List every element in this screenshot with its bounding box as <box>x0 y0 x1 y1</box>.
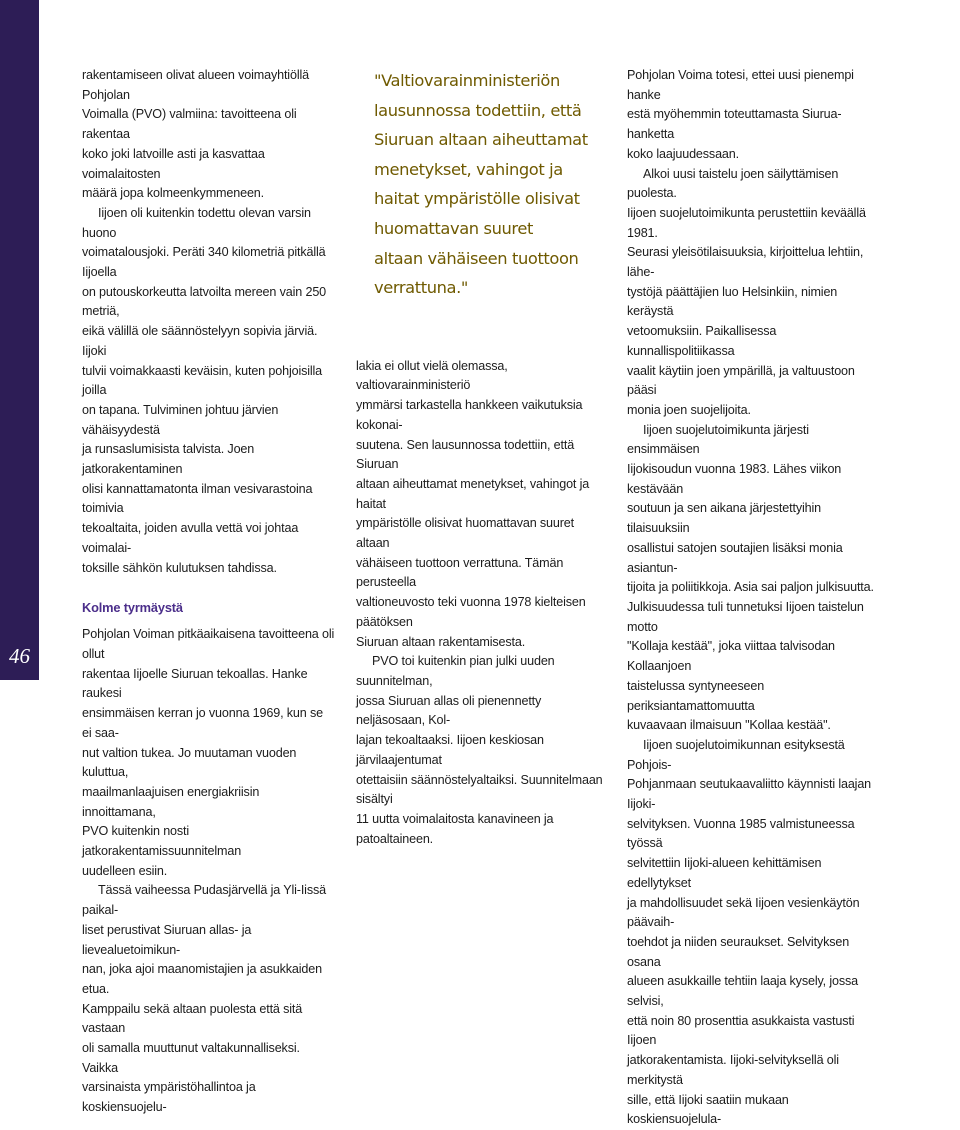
text-line: Iijokisoudun vuonna 1983. Lähes viikon kestävään <box>627 462 842 496</box>
text-line: Alkoi uusi taistelu joen säilyttämisen puolesta. <box>627 166 839 201</box>
text-line: uudelleen esiin. <box>82 863 168 878</box>
text-line: vetoomuksiin. Paikallisessa kunnallispolitiikassa <box>627 324 777 358</box>
text-line: ja runsaslumisista talvista. Joen jatkorakentaminen <box>82 442 255 477</box>
paragraph <box>356 652 606 849</box>
text-line: suutena. Sen lausunnossa todettiin, että Siuruan <box>356 437 575 472</box>
text-line: tekoaltaita, joiden avulla vettä voi johtaa voimalai- <box>82 521 299 555</box>
text-line: otettaisiin säännöstelyaltaiksi. Suunnitelmaan sisältyi <box>356 772 603 807</box>
text-line: Voimalla (PVO) valmiina: tavoitteena oli rakentaa <box>82 107 297 142</box>
text-line: taistelussa syntyneeseen periksiantamattomuutta <box>627 678 765 713</box>
text-line: altaan aiheuttamat menetykset, vahingot ja haitat <box>356 476 590 511</box>
text-line: toksille sähkön kulutuksen tahdissa. <box>82 560 277 575</box>
text-line: vähäiseen tuottoon verrattuna. Tämän perusteella <box>356 555 564 590</box>
paragraph <box>82 204 335 578</box>
paragraph <box>82 881 335 1117</box>
text-line: vaalit käytiin joen ympärillä, ja valtuustoon pääsi <box>627 363 855 398</box>
text-line: 11 uutta voimalaitosta kanavineen ja patoaltaineen. <box>356 811 554 846</box>
text-line: "Kollaja kestää", joka viittaa talvisodan Kollaanjoen <box>627 639 835 674</box>
section-subheading: Kolme tyrmäystä <box>82 600 183 616</box>
text-line: Pohjanmaan seutukaavaliitto käynnisti laajan Iijoki- <box>627 777 872 812</box>
text-line: rakentaa Iijoelle Siuruan tekoallas. Hanke raukesi <box>82 666 308 701</box>
text-line: Iijoen suojelutoimikunnan esityksestä Pohjois- <box>627 737 845 772</box>
page-number: 46 <box>9 644 30 668</box>
paragraph-intro <box>82 66 335 204</box>
paragraph <box>627 736 881 1130</box>
text-column-2 <box>356 66 606 849</box>
text-line: nan, joka ajoi maanomistajien ja asukkaiden etua. <box>82 962 322 996</box>
text-line: liset perustivat Siuruan allas- ja lievealuetoimikun- <box>82 922 252 957</box>
text-line: koko laajuudessaan. <box>627 146 739 161</box>
text-line: olisi kannattamatonta ilman vesivarastoina toimivia <box>82 481 313 516</box>
text-line: tijoita ja poliitikkoja. Asia sai paljon julkisuutta. <box>627 580 874 595</box>
text-line: ymmärsi tarkastella hankkeen vaikutuksia kokonai- <box>356 398 583 432</box>
pull-quote-line: menetykset, vahingot ja <box>374 159 563 179</box>
text-line: määrä jopa kolmeenkymmeneen. <box>82 186 265 201</box>
text-line: koko joki latvoille asti ja kasvattaa voimalaitosten <box>82 146 265 181</box>
text-line: jatkorakentamista. Iijoki-selvityksellä oli merkitystä <box>627 1053 839 1087</box>
text-line: lajan tekoaltaaksi. Iijoen keskiosan järvilaajentumat <box>356 733 544 767</box>
pull-quote-line: haitat ympäristölle olisivat <box>374 189 580 209</box>
text-line: rakentamiseen olivat alueen voimayhtiöllä Pohjolan <box>82 68 309 102</box>
text-line: Pohjolan Voiman pitkäaikaisena tavoitteena oli ollut <box>82 627 335 661</box>
text-line: sille, että Iijoki saatiin mukaan koskiensuojelula- <box>627 1092 789 1127</box>
text-line: Tässä vaiheessa Pudasjärvellä ja Yli-Iissä paikal- <box>82 883 326 918</box>
text-line: on tapana. Tulviminen johtuu järvien vähäisyydestä <box>82 402 279 437</box>
text-line: Pohjolan Voima totesi, ettei uusi pienempi hanke <box>627 68 854 102</box>
text-line: eikä välillä ole säännöstelyyn sopivia järviä. Iijoki <box>82 324 318 358</box>
pull-quote-line: "Valtiovarainministeriön <box>374 71 560 90</box>
text-column-1 <box>82 66 335 1118</box>
text-line: soutuun ja sen aikana järjestettyihin tilaisuuksiin <box>627 501 821 536</box>
text-line: tystöjä päättäjien luo Helsinkiin, nimien keräystä <box>627 284 838 319</box>
text-line: oli samalla muuttunut valtakunnalliseksi. Vaikka <box>82 1041 300 1075</box>
pull-quote-line: huomattavan suuret <box>374 218 533 238</box>
text-line: ensimmäisen kerran jo vuonna 1969, kun se ei saa- <box>82 706 323 740</box>
text-line: jossa Siuruan allas oli pienennetty neljäsosaan, Kol- <box>356 693 542 728</box>
text-line: Iijoen oli kuitenkin todettu olevan varsin huono <box>82 205 311 240</box>
text-line: varsinaista ympäristöhallintoa ja koskiensuojelu- <box>82 1080 256 1115</box>
text-line: Iijoen suojelutoimikunta järjesti ensimmäisen <box>627 422 809 457</box>
paragraph <box>82 625 335 881</box>
text-line: nut valtion tukea. Jo muutaman vuoden kuluttua, <box>82 745 297 780</box>
text-line: Iijoen suojelutoimikunta perustettiin keväällä 1981. <box>627 205 866 240</box>
pull-quote-line: lausunnossa todettiin, että <box>374 100 582 120</box>
pull-quote <box>374 66 606 303</box>
text-line: Seurasi yleisötilaisuuksia, kirjoittelua lehtiin, lähe- <box>627 245 864 280</box>
pull-quote-line: altaan vähäiseen tuottoon <box>374 248 579 268</box>
text-line: maailmanlaajuisen energiakriisin innoittamana, <box>82 784 260 819</box>
pull-quote-line: Siuruan altaan aiheuttamat <box>374 130 588 150</box>
text-line: Julkisuudessa tuli tunnetuksi Iijoen taistelun motto <box>627 599 864 634</box>
text-line: on putouskorkeutta latvoilta mereen vain 250 metriä, <box>82 284 327 319</box>
paragraph <box>627 421 881 736</box>
text-line: toehdot ja niiden seuraukset. Selvityksen osana <box>627 934 850 969</box>
text-line: lakia ei ollut vielä olemassa, valtiovarainministeriö <box>356 358 508 393</box>
pull-quote-line: verrattuna." <box>374 278 468 298</box>
text-line: voimatalousjoki. Peräti 340 kilometriä pitkällä Iijoella <box>82 245 326 280</box>
text-line: että noin 80 prosenttia asukkaista vastusti Iijoen <box>627 1013 855 1048</box>
text-line: alueen asukkaille tehtiin laaja kysely, jossa selvisi, <box>627 974 859 1009</box>
text-line: osallistui satojen soutajien lisäksi monia asiantun- <box>627 540 843 575</box>
paragraph <box>356 357 606 653</box>
text-line: Kamppailu sekä altaan puolesta että sitä vastaan <box>82 1001 303 1036</box>
page-margin-bar <box>0 0 39 680</box>
paragraph <box>627 66 881 165</box>
text-line: selvitettiin Iijoki-alueen kehittämisen edellytykset <box>627 856 822 890</box>
text-line: kuvaavaan ilmaisuun "Kollaa kestää". <box>627 718 831 733</box>
text-line: estä myöhemmin toteuttamasta Siurua-hanketta <box>627 107 842 142</box>
text-line: selvityksen. Vuonna 1985 valmistuneessa työssä <box>627 816 855 851</box>
text-line: tulvii voimakkaasti keväisin, kuten pohjoisilla joilla <box>82 363 323 398</box>
text-line: ja mahdollisuudet sekä Iijoen vesienkäytön päävaih- <box>627 895 860 930</box>
text-line: PVO kuitenkin nosti jatkorakentamissuunnitelman <box>82 824 242 859</box>
paragraph <box>627 165 881 421</box>
text-line: monia joen suojelijoita. <box>627 402 751 417</box>
text-line: valtioneuvosto teki vuonna 1978 kielteisen päätöksen <box>356 595 586 629</box>
text-line: ympäristölle olisivat huomattavan suuret altaan <box>356 516 574 551</box>
text-column-3 <box>627 66 881 1130</box>
text-line: Siuruan altaan rakentamisesta. <box>356 634 526 649</box>
text-line: PVO toi kuitenkin pian julki uuden suunnitelman, <box>356 654 555 688</box>
